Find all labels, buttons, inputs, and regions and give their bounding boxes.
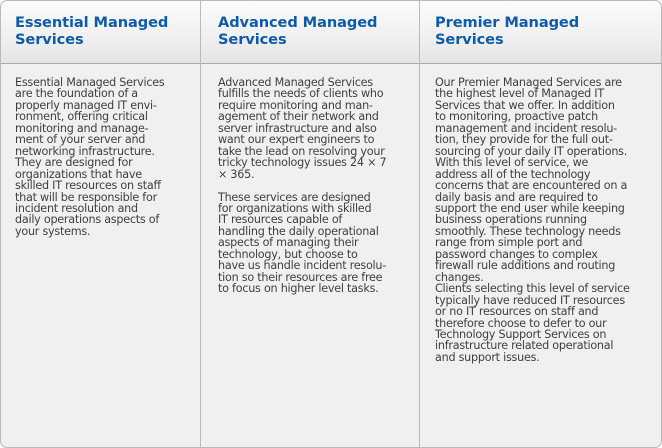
premier-services-heading: [435, 15, 579, 48]
heading-line: Services: [15, 30, 84, 48]
advanced-services-heading: [218, 15, 377, 48]
heading-line: Services: [218, 30, 287, 48]
heading-line: Advanced Managed: [218, 14, 378, 31]
column-divider: [200, 1, 201, 447]
column-divider: [419, 1, 420, 447]
heading-line: Premier Managed: [435, 14, 580, 31]
heading-line: Services: [435, 30, 504, 48]
essential-services-description: Essential Managed Services are the foundation of a properly managed IT envi- ronment, offering critical monitoring and manage- ment of your server and networking infrastructure. They are designed for organizations that have skilled IT resources on staff that will be responsible for incident resolution and daily operations aspects of your systems.: [15, 76, 165, 238]
premier-services-description: Our Premier Managed Services are the highest level of Managed IT Services that we offer. In addition to monitoring, proactive patch management and incident resolu- tion, they provide for the full out- sourcing of your daily IT operations. With this level of service, we address all of the technology concerns that are encountered on a daily basis and are required to support the end user while keeping business operations running smoothly. These technology needs range from simple port and password changes to complex firewall rule additions and routing changes. Clients selecting this level of service typically have reduced IT resources or no IT resources on staff and therefore choose to defer to our Technology Support Services on infrastructure related operational and support issues.: [435, 76, 630, 364]
advanced-services-description: Advanced Managed Services fulfills the needs of clients who require monitoring and man- agement of their network and server infrastructure and also want our expert engineers to take the lead on resolving your tricky technology issues 24 × 7 × 365. These services are designed for organizations with skilled IT resources capable of handling the daily operational aspects of managing their technology, but choose to have us handle incident resolu- tion so their resources are free to focus on higher level tasks.: [218, 76, 387, 296]
essential-services-heading: [15, 15, 168, 48]
heading-line: Essential Managed: [15, 14, 169, 31]
